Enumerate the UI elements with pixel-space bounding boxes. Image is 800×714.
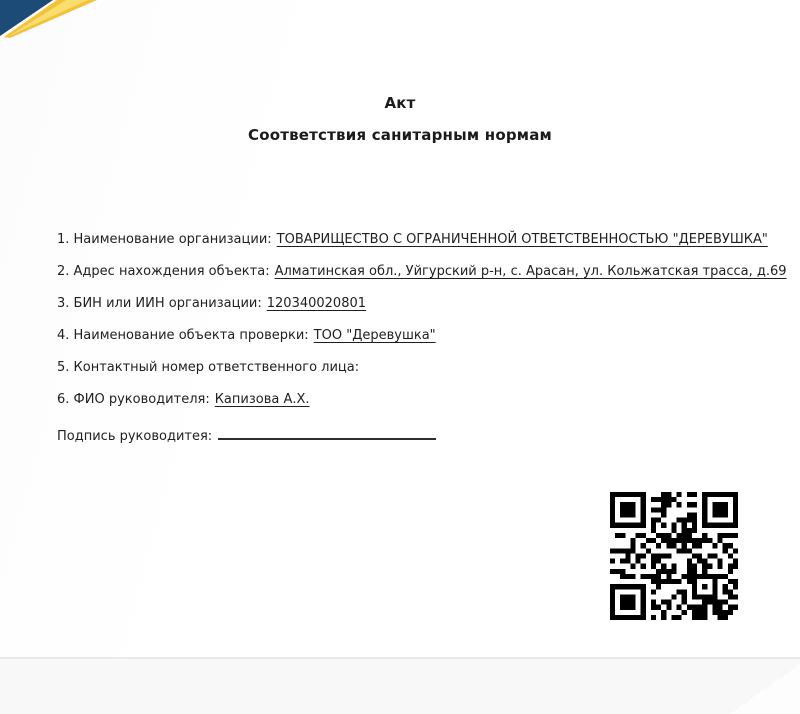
field-value: ТОВАРИЩЕСТВО С ОГРАНИЧЕННОЙ ОТВЕТСТВЕННОСТЬЮ "ДЕРЕВУШКА" <box>276 232 768 247</box>
fields-list <box>57 224 787 416</box>
field-label: 1. Наименование организации: <box>57 232 272 247</box>
document-subtitle: Соответствия санитарным нормам <box>247 126 552 144</box>
field-row <box>57 288 757 320</box>
corner-decoration <box>0 0 100 42</box>
field-row <box>57 352 757 384</box>
field-value: 120340020801 <box>266 296 367 311</box>
qr-code-image <box>610 492 738 620</box>
field-label: 4. Наименование объекта проверки: <box>57 328 309 343</box>
field-label: 3. БИН или ИИН организации: <box>57 296 262 311</box>
background-footer <box>0 659 800 714</box>
field-row <box>57 224 768 256</box>
field-row <box>57 320 757 352</box>
field-value: Капизова А.Х. <box>214 392 310 407</box>
signature-line <box>218 427 436 440</box>
signature-block <box>57 427 436 447</box>
field-label: 6. ФИО руководителя: <box>57 392 210 407</box>
page-fold-highlight <box>730 664 800 714</box>
document-title: Акт <box>384 94 416 112</box>
field-value: ТОО "Деревушка" <box>313 328 436 343</box>
field-label: 2. Адрес нахождения объекта: <box>57 264 270 279</box>
qr-code <box>610 492 738 620</box>
field-row <box>57 256 787 288</box>
field-label: 5. Контактный номер ответственного лица: <box>57 360 360 375</box>
signature-label: Подпись руководитея: <box>57 429 213 444</box>
field-value: Алматинская обл., Уйгурский р-н, с. Арасан, ул. Кольжатская трасса, д.69 <box>274 264 787 279</box>
field-row <box>57 384 757 416</box>
